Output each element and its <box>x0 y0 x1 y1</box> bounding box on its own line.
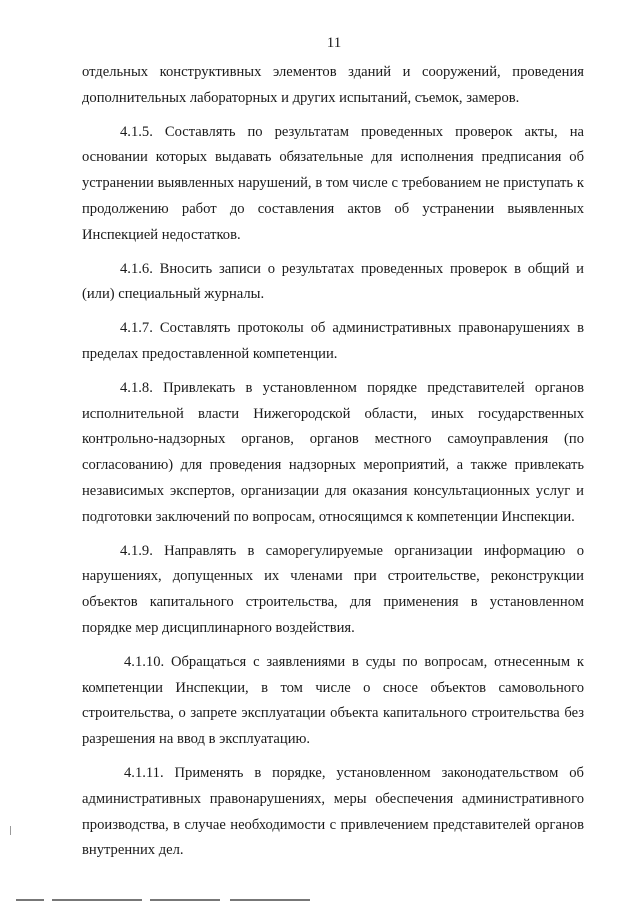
paragraph-4-1-9: 4.1.9. Направлять в саморегулируемые организации информацию о нарушениях, допущенных их членами при строительстве, реконструкции объектов капитального строительства, для применения в установленном порядке мер дисциплинарного воздействия. <box>82 542 584 636</box>
paragraph-4-1-6: 4.1.6. Вносить записи о результатах проведенных проверок в общий и (или) специальный журналы. <box>82 260 584 303</box>
scan-artifact-line <box>230 899 310 901</box>
scan-edge-mark <box>10 826 11 835</box>
paragraph-4-1-7: 4.1.7. Составлять протоколы об административных правонарушениях в пределах предоставленной компетенции. <box>82 320 584 362</box>
scan-artifact-line <box>150 899 220 901</box>
paragraph-4-1-11: 4.1.11. Применять в порядке, установленном законодательством об административных правонарушениях, меры обеспечения административного производства, в случае необходимости с привлечением представителей органов внутренних дел. <box>82 764 584 859</box>
page-number: 11 <box>326 35 342 51</box>
scan-artifact-line <box>16 899 44 901</box>
paragraph-4-1-8: 4.1.8. Привлекать в установленном порядке представителей органов исполнительной власти Нижегородской области, иных государственных контрольно-надзорных органов, органов местного самоуправления (по согласованию) для проведения надзорных мероприятий, а также привлекать независимых экспертов, организации для оказания консультационных услуг и подготовки заключений по вопросам, относящимся к компетенции Инспекции. <box>82 379 584 525</box>
document-body <box>82 60 584 872</box>
paragraph-4-1-5: 4.1.5. Составлять по результатам проведенных проверок акты, на основании которых выдавать обязательные для исполнения предписания об устранении выявленных нарушений, в том числе с требованием не приступать к продолжению работ до составления актов об устранении выявленных Инспекцией недостатков. <box>82 123 584 243</box>
paragraph-continuation: отдельных конструктивных элементов зданий и сооружений, проведения дополнительных лабораторных и других испытаний, съемок, замеров. <box>82 64 584 106</box>
paragraph-4-1-10: 4.1.10. Обращаться с заявлениями в суды по вопросам, отнесенным к компетенции Инспекции, в том числе о сносе объектов самовольного строительства, о запрете эксплуатации объекта капитального строительства без разрешения на ввод в эксплуатацию. <box>82 653 584 748</box>
scan-artifact-line <box>52 899 142 901</box>
